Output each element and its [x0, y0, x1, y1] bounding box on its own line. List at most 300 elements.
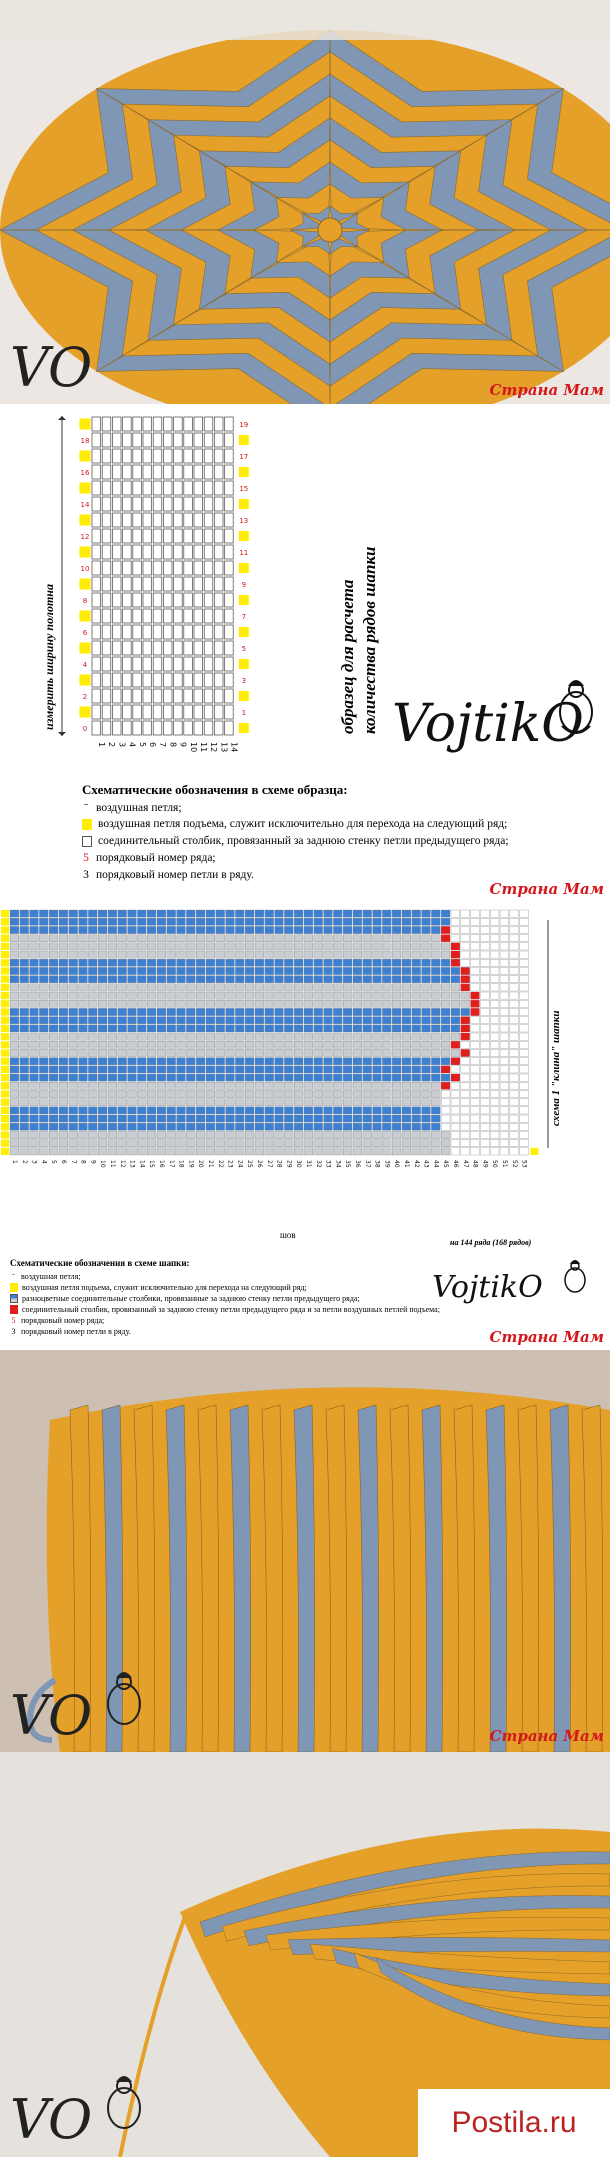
scheme-cell — [392, 1148, 401, 1155]
scheme-cell — [186, 918, 195, 925]
turning-chain-cell — [1, 1058, 9, 1065]
row-number-label: 7 — [241, 613, 247, 621]
scheme-cell — [510, 943, 519, 950]
scheme-cell — [510, 918, 519, 925]
scheme-cell — [520, 1140, 529, 1147]
scheme-cell — [402, 967, 411, 974]
scheme-cell — [510, 1033, 519, 1040]
scheme-cell — [343, 1107, 352, 1114]
scheme-cell — [167, 992, 176, 999]
scheme-cell — [451, 1115, 460, 1122]
scheme-cell — [314, 1066, 323, 1073]
scheme-cell — [10, 1148, 19, 1155]
legend2-item-label: воздушная петля; — [21, 1272, 81, 1281]
scheme-cell — [137, 943, 146, 950]
slip-stitch-cell — [143, 705, 152, 719]
scheme-cell — [255, 1140, 264, 1147]
turning-chain-cell — [1, 1115, 9, 1122]
scheme-cell — [363, 1074, 372, 1081]
scheme-cell — [441, 1148, 450, 1155]
scheme-cell — [382, 1123, 391, 1130]
scheme-cell — [373, 918, 382, 925]
scheme-cell — [412, 926, 421, 933]
scheme-cell — [255, 959, 264, 966]
red-cell — [441, 926, 450, 933]
scheme-cell — [500, 910, 509, 917]
scheme-cell — [353, 1123, 362, 1130]
scheme-cell — [88, 1049, 97, 1056]
scheme-cell — [79, 1041, 88, 1048]
scheme-cell — [167, 1123, 176, 1130]
scheme-cell — [382, 935, 391, 942]
hat-center — [318, 218, 342, 242]
scheme-cell — [255, 1066, 264, 1073]
scheme-cell — [431, 918, 440, 925]
slip-stitch-cell — [184, 641, 193, 655]
scheme-cell — [108, 935, 117, 942]
scheme-cell — [255, 1074, 264, 1081]
scheme-cell — [333, 1140, 342, 1147]
scheme-cell — [324, 1099, 333, 1106]
scheme-cell — [294, 1123, 303, 1130]
scheme-cell — [343, 1090, 352, 1097]
scheme-cell — [118, 992, 127, 999]
scheme-cell — [314, 943, 323, 950]
scheme-cell — [226, 1107, 235, 1114]
scheme-cell — [216, 1099, 225, 1106]
scheme-cell — [353, 1090, 362, 1097]
slip-stitch-cell — [102, 465, 111, 479]
scheme-cell — [186, 1131, 195, 1138]
scheme-cell — [284, 1123, 293, 1130]
slip-stitch-cell — [174, 625, 183, 639]
scheme-cell — [147, 1090, 156, 1097]
scheme-cell — [30, 935, 39, 942]
slip-stitch-cell — [214, 609, 223, 623]
scheme-cell — [186, 1090, 195, 1097]
scheme-cell — [39, 1008, 48, 1015]
scheme-cell — [333, 951, 342, 958]
scheme-cell — [353, 943, 362, 950]
scheme-cell — [235, 1049, 244, 1056]
scheme-cell — [324, 1140, 333, 1147]
turning-chain-cell — [1, 935, 9, 942]
scheme-cell — [59, 1115, 68, 1122]
slip-stitch-cell — [194, 577, 203, 591]
scheme-cell — [333, 1025, 342, 1032]
scheme-cell — [108, 1058, 117, 1065]
scheme-cell — [235, 951, 244, 958]
scheme-cell — [441, 1140, 450, 1147]
stitch-number-label: 4 — [40, 1160, 48, 1164]
scheme-cell — [49, 1131, 58, 1138]
slip-stitch-cell — [214, 721, 223, 735]
scheme-cell — [275, 943, 284, 950]
slip-stitch-cell — [92, 609, 101, 623]
slip-stitch-cell — [133, 625, 142, 639]
scheme-cell — [343, 1099, 352, 1106]
scheme-cell — [471, 943, 480, 950]
stitch-number-label: 33 — [324, 1160, 332, 1168]
scheme-cell — [226, 1008, 235, 1015]
slip-stitch-cell — [143, 577, 152, 591]
scheme-cell — [402, 1082, 411, 1089]
scheme-cell — [98, 1033, 107, 1040]
scheme-cell — [226, 967, 235, 974]
scheme-cell — [128, 1123, 137, 1130]
scheme-cell — [20, 1049, 29, 1056]
scheme-cell — [235, 1123, 244, 1130]
scheme-cell — [500, 1041, 509, 1048]
scheme-cell — [39, 984, 48, 991]
scheme-cell — [20, 1058, 29, 1065]
scheme-cell — [284, 1041, 293, 1048]
scheme-cell — [20, 1008, 29, 1015]
scheme-cell — [245, 1066, 254, 1073]
slip-stitch-cell — [112, 673, 121, 687]
scheme-cell — [353, 1140, 362, 1147]
scheme-cell — [118, 976, 127, 983]
scheme-cell — [88, 1008, 97, 1015]
scheme-cell — [441, 992, 450, 999]
scheme-cell — [186, 910, 195, 917]
scheme-cell — [284, 1090, 293, 1097]
slip-stitch-cell — [102, 625, 111, 639]
scheme-cell — [284, 1115, 293, 1122]
scheme-cell — [510, 1099, 519, 1106]
scheme-cell — [412, 1025, 421, 1032]
scheme-cell — [245, 1041, 254, 1048]
scheme-cell — [451, 1017, 460, 1024]
scheme-cell — [177, 992, 186, 999]
slip-stitch-cell — [214, 657, 223, 671]
scheme-cell — [118, 943, 127, 950]
scheme-cell — [98, 967, 107, 974]
scheme-cell — [186, 935, 195, 942]
scheme-cell — [88, 926, 97, 933]
scheme-cell — [69, 1099, 78, 1106]
scheme-cell — [108, 1049, 117, 1056]
scheme-cell — [30, 1099, 39, 1106]
scheme-cell — [128, 918, 137, 925]
scheme-cell — [324, 1107, 333, 1114]
scheme-cell — [245, 1008, 254, 1015]
scheme-cell — [422, 1140, 431, 1147]
scheme-cell — [216, 935, 225, 942]
slip-stitch-cell — [143, 609, 152, 623]
scheme-cell — [255, 918, 264, 925]
scheme-cell — [265, 1025, 274, 1032]
legend1-item-label: соединительный столбик, провязанный за заднюю стенку петли предыдущего ряда; — [98, 835, 509, 847]
scheme-cell — [108, 1090, 117, 1097]
scheme-cell — [451, 1140, 460, 1147]
slip-stitch-cell — [194, 465, 203, 479]
scheme-cell — [333, 1107, 342, 1114]
scheme-cell — [157, 1115, 166, 1122]
scheme-cell — [373, 1000, 382, 1007]
scheme-cell — [294, 1066, 303, 1073]
scheme-cell — [382, 992, 391, 999]
scheme-cell — [353, 1041, 362, 1048]
scheme-cell — [137, 1115, 146, 1122]
scheme-cell — [186, 984, 195, 991]
legend2-item — [10, 1283, 307, 1292]
scheme-cell — [490, 935, 499, 942]
scheme-cell — [392, 1115, 401, 1122]
scheme-cell — [353, 1107, 362, 1114]
scheme-cell — [402, 1025, 411, 1032]
slip-stitch-cell — [112, 497, 121, 511]
scheme-cell — [59, 1017, 68, 1024]
stitch-number-label: 12 — [118, 1160, 126, 1168]
scheme-cell — [177, 910, 186, 917]
scheme-cell — [98, 943, 107, 950]
slip-stitch-cell — [174, 561, 183, 575]
scheme-cell — [79, 976, 88, 983]
slip-stitch-cell — [133, 689, 142, 703]
scheme-cell — [59, 1131, 68, 1138]
scheme-cell — [88, 918, 97, 925]
scheme-cell — [69, 1025, 78, 1032]
scheme-cell — [88, 1115, 97, 1122]
scheme-cell — [216, 976, 225, 983]
scheme-cell — [422, 1099, 431, 1106]
stitch-number-symbol: 3 — [83, 869, 89, 881]
scheme-cell — [49, 1049, 58, 1056]
scheme-cell — [480, 1090, 489, 1097]
scheme-cell — [324, 1074, 333, 1081]
scheme-cell — [235, 1033, 244, 1040]
scheme-cell — [324, 959, 333, 966]
wedge-photo — [0, 1752, 610, 2157]
row-number-label: 18 — [80, 437, 90, 445]
slip-stitch-cell — [214, 497, 223, 511]
scheme-cell — [510, 951, 519, 958]
slip-stitch-cell — [204, 689, 213, 703]
scheme-cell — [343, 935, 352, 942]
turning-chain-cell — [80, 579, 90, 589]
scheme-cell — [422, 1082, 431, 1089]
slip-stitch-cell — [102, 561, 111, 575]
scheme-cell — [363, 1066, 372, 1073]
scheme-cell — [245, 1017, 254, 1024]
scheme-cell — [186, 1148, 195, 1155]
slip-stitch-cell — [123, 593, 132, 607]
scheme-cell — [39, 1000, 48, 1007]
scheme-cell — [490, 984, 499, 991]
scheme-cell — [157, 1140, 166, 1147]
scheme-cell — [235, 1066, 244, 1073]
scheme-cell — [216, 1131, 225, 1138]
scheme-cell — [343, 1049, 352, 1056]
scheme-cell — [177, 1123, 186, 1130]
scheme-cell — [10, 1000, 19, 1007]
slip-stitch-cell — [123, 417, 132, 431]
scheme-cell — [118, 1131, 127, 1138]
scheme-cell — [392, 910, 401, 917]
scheme-cell — [39, 1074, 48, 1081]
slip-stitch-cell — [174, 545, 183, 559]
scheme-cell — [108, 984, 117, 991]
scheme-cell — [10, 1041, 19, 1048]
scheme-cell — [510, 1041, 519, 1048]
slip-stitch-cell — [112, 481, 121, 495]
scheme-cell — [382, 943, 391, 950]
slip-stitch-cell — [153, 673, 162, 687]
seam-label: шов — [280, 1230, 296, 1240]
slip-stitch-cell — [102, 513, 111, 527]
scheme-cell — [392, 918, 401, 925]
scheme-cell — [226, 1090, 235, 1097]
scheme-cell — [520, 1148, 529, 1155]
stitch-number-label: 3 — [30, 1160, 38, 1164]
scheme-cell — [500, 1148, 509, 1155]
scheme-cell — [461, 959, 470, 966]
scheme-cell — [392, 1041, 401, 1048]
scheme-cell — [88, 1123, 97, 1130]
scheme-cell — [177, 1090, 186, 1097]
scheme-cell — [235, 1099, 244, 1106]
scheme-cell — [69, 1017, 78, 1024]
scheme-cell — [167, 1041, 176, 1048]
row-number-label: 0 — [82, 725, 88, 733]
vo-logo: VO — [10, 2088, 93, 2151]
scheme-cell — [157, 1082, 166, 1089]
scheme-cell — [49, 1090, 58, 1097]
slip-stitch-cell — [143, 545, 152, 559]
scheme-cell — [206, 1090, 215, 1097]
scheme-cell — [167, 1066, 176, 1073]
scheme-cell — [88, 1033, 97, 1040]
scheme-cell — [441, 1017, 450, 1024]
scheme-cell — [333, 959, 342, 966]
scheme-cell — [294, 1140, 303, 1147]
scheme-cell — [108, 1000, 117, 1007]
scheme-cell — [206, 1058, 215, 1065]
scheme-cell — [245, 1099, 254, 1106]
scheme-cell — [49, 1066, 58, 1073]
scheme-cell — [431, 959, 440, 966]
scheme-cell — [284, 967, 293, 974]
scheme-cell — [20, 967, 29, 974]
scheme-cell — [128, 1058, 137, 1065]
scheme-cell — [118, 926, 127, 933]
scheme-cell — [451, 1025, 460, 1032]
scheme-cell — [402, 984, 411, 991]
slip-stitch-cell — [102, 481, 111, 495]
scheme-cell — [422, 1090, 431, 1097]
scheme-cell — [363, 935, 372, 942]
scheme-cell — [128, 1140, 137, 1147]
scheme-cell — [79, 967, 88, 974]
scheme-cell — [314, 1107, 323, 1114]
scheme-cell — [363, 959, 372, 966]
slip-stitch-cell — [143, 465, 152, 479]
scheme-cell — [255, 992, 264, 999]
slip-stitch-cell — [153, 721, 162, 735]
slip-stitch-cell — [184, 721, 193, 735]
scheme-cell — [490, 951, 499, 958]
scheme-cell — [314, 992, 323, 999]
scheme-cell — [373, 1017, 382, 1024]
scheme-cell — [333, 1058, 342, 1065]
scheme-cell — [216, 1049, 225, 1056]
scheme-cell — [441, 1041, 450, 1048]
red-cell — [461, 1033, 470, 1040]
scheme-cell — [186, 1140, 195, 1147]
scheme-cell — [39, 1099, 48, 1106]
scheme-cell — [294, 967, 303, 974]
scheme-cell — [245, 1131, 254, 1138]
scheme-cell — [314, 926, 323, 933]
scheme-cell — [500, 1017, 509, 1024]
scheme-cell — [510, 1123, 519, 1130]
slip-stitch-cell — [133, 673, 142, 687]
stitch-number-label: 44 — [432, 1160, 440, 1168]
stitch-number-label: 46 — [452, 1160, 459, 1168]
scheme-cell — [98, 910, 107, 917]
scheme-cell — [88, 935, 97, 942]
scheme-cell — [245, 935, 254, 942]
scheme-cell — [343, 1066, 352, 1073]
scheme-cell — [177, 1025, 186, 1032]
slip-stitch-cell — [174, 721, 183, 735]
scheme-cell — [471, 1066, 480, 1073]
scheme-cell — [245, 976, 254, 983]
scheme-cell — [69, 910, 78, 917]
scheme-cell — [284, 1017, 293, 1024]
scheme-cell — [353, 967, 362, 974]
stitch-number-label: 51 — [501, 1160, 508, 1168]
scheme-cell — [49, 1058, 58, 1065]
scheme-cell — [382, 1008, 391, 1015]
scheme-cell — [304, 984, 313, 991]
scheme-cell — [177, 1140, 186, 1147]
scheme-cell — [235, 967, 244, 974]
scheme-cell — [69, 976, 78, 983]
scheme-cell — [177, 951, 186, 958]
slip-stitch-cell — [184, 609, 193, 623]
scheme-cell — [265, 1058, 274, 1065]
slip-stitch-cell — [143, 497, 152, 511]
stitch-number-label: 40 — [393, 1160, 401, 1168]
scheme-cell — [235, 1025, 244, 1032]
scheme-cell — [235, 1008, 244, 1015]
scheme-cell — [412, 1140, 421, 1147]
scheme-cell — [206, 1066, 215, 1073]
slip-stitch-cell — [214, 705, 223, 719]
scheme-cell — [314, 1074, 323, 1081]
stitch-number-label: 13 — [219, 742, 229, 753]
scheme-cell — [30, 967, 39, 974]
scheme-cell — [10, 935, 19, 942]
slip-stitch-cell — [204, 513, 213, 527]
scheme-cell — [392, 1066, 401, 1073]
scheme-cell — [20, 951, 29, 958]
scheme-cell — [20, 1131, 29, 1138]
scheme-cell — [79, 1033, 88, 1040]
scheme-cell — [167, 959, 176, 966]
scheme-cell — [245, 1123, 254, 1130]
slip-stitch-cell — [133, 481, 142, 495]
scheme-cell — [451, 1033, 460, 1040]
scheme-cell — [363, 1000, 372, 1007]
scheme-cell — [284, 1049, 293, 1056]
scheme-cell — [177, 1148, 186, 1155]
scheme-cell — [226, 1115, 235, 1122]
scheme-cell — [49, 1008, 58, 1015]
slip-stitch-cell — [194, 689, 203, 703]
